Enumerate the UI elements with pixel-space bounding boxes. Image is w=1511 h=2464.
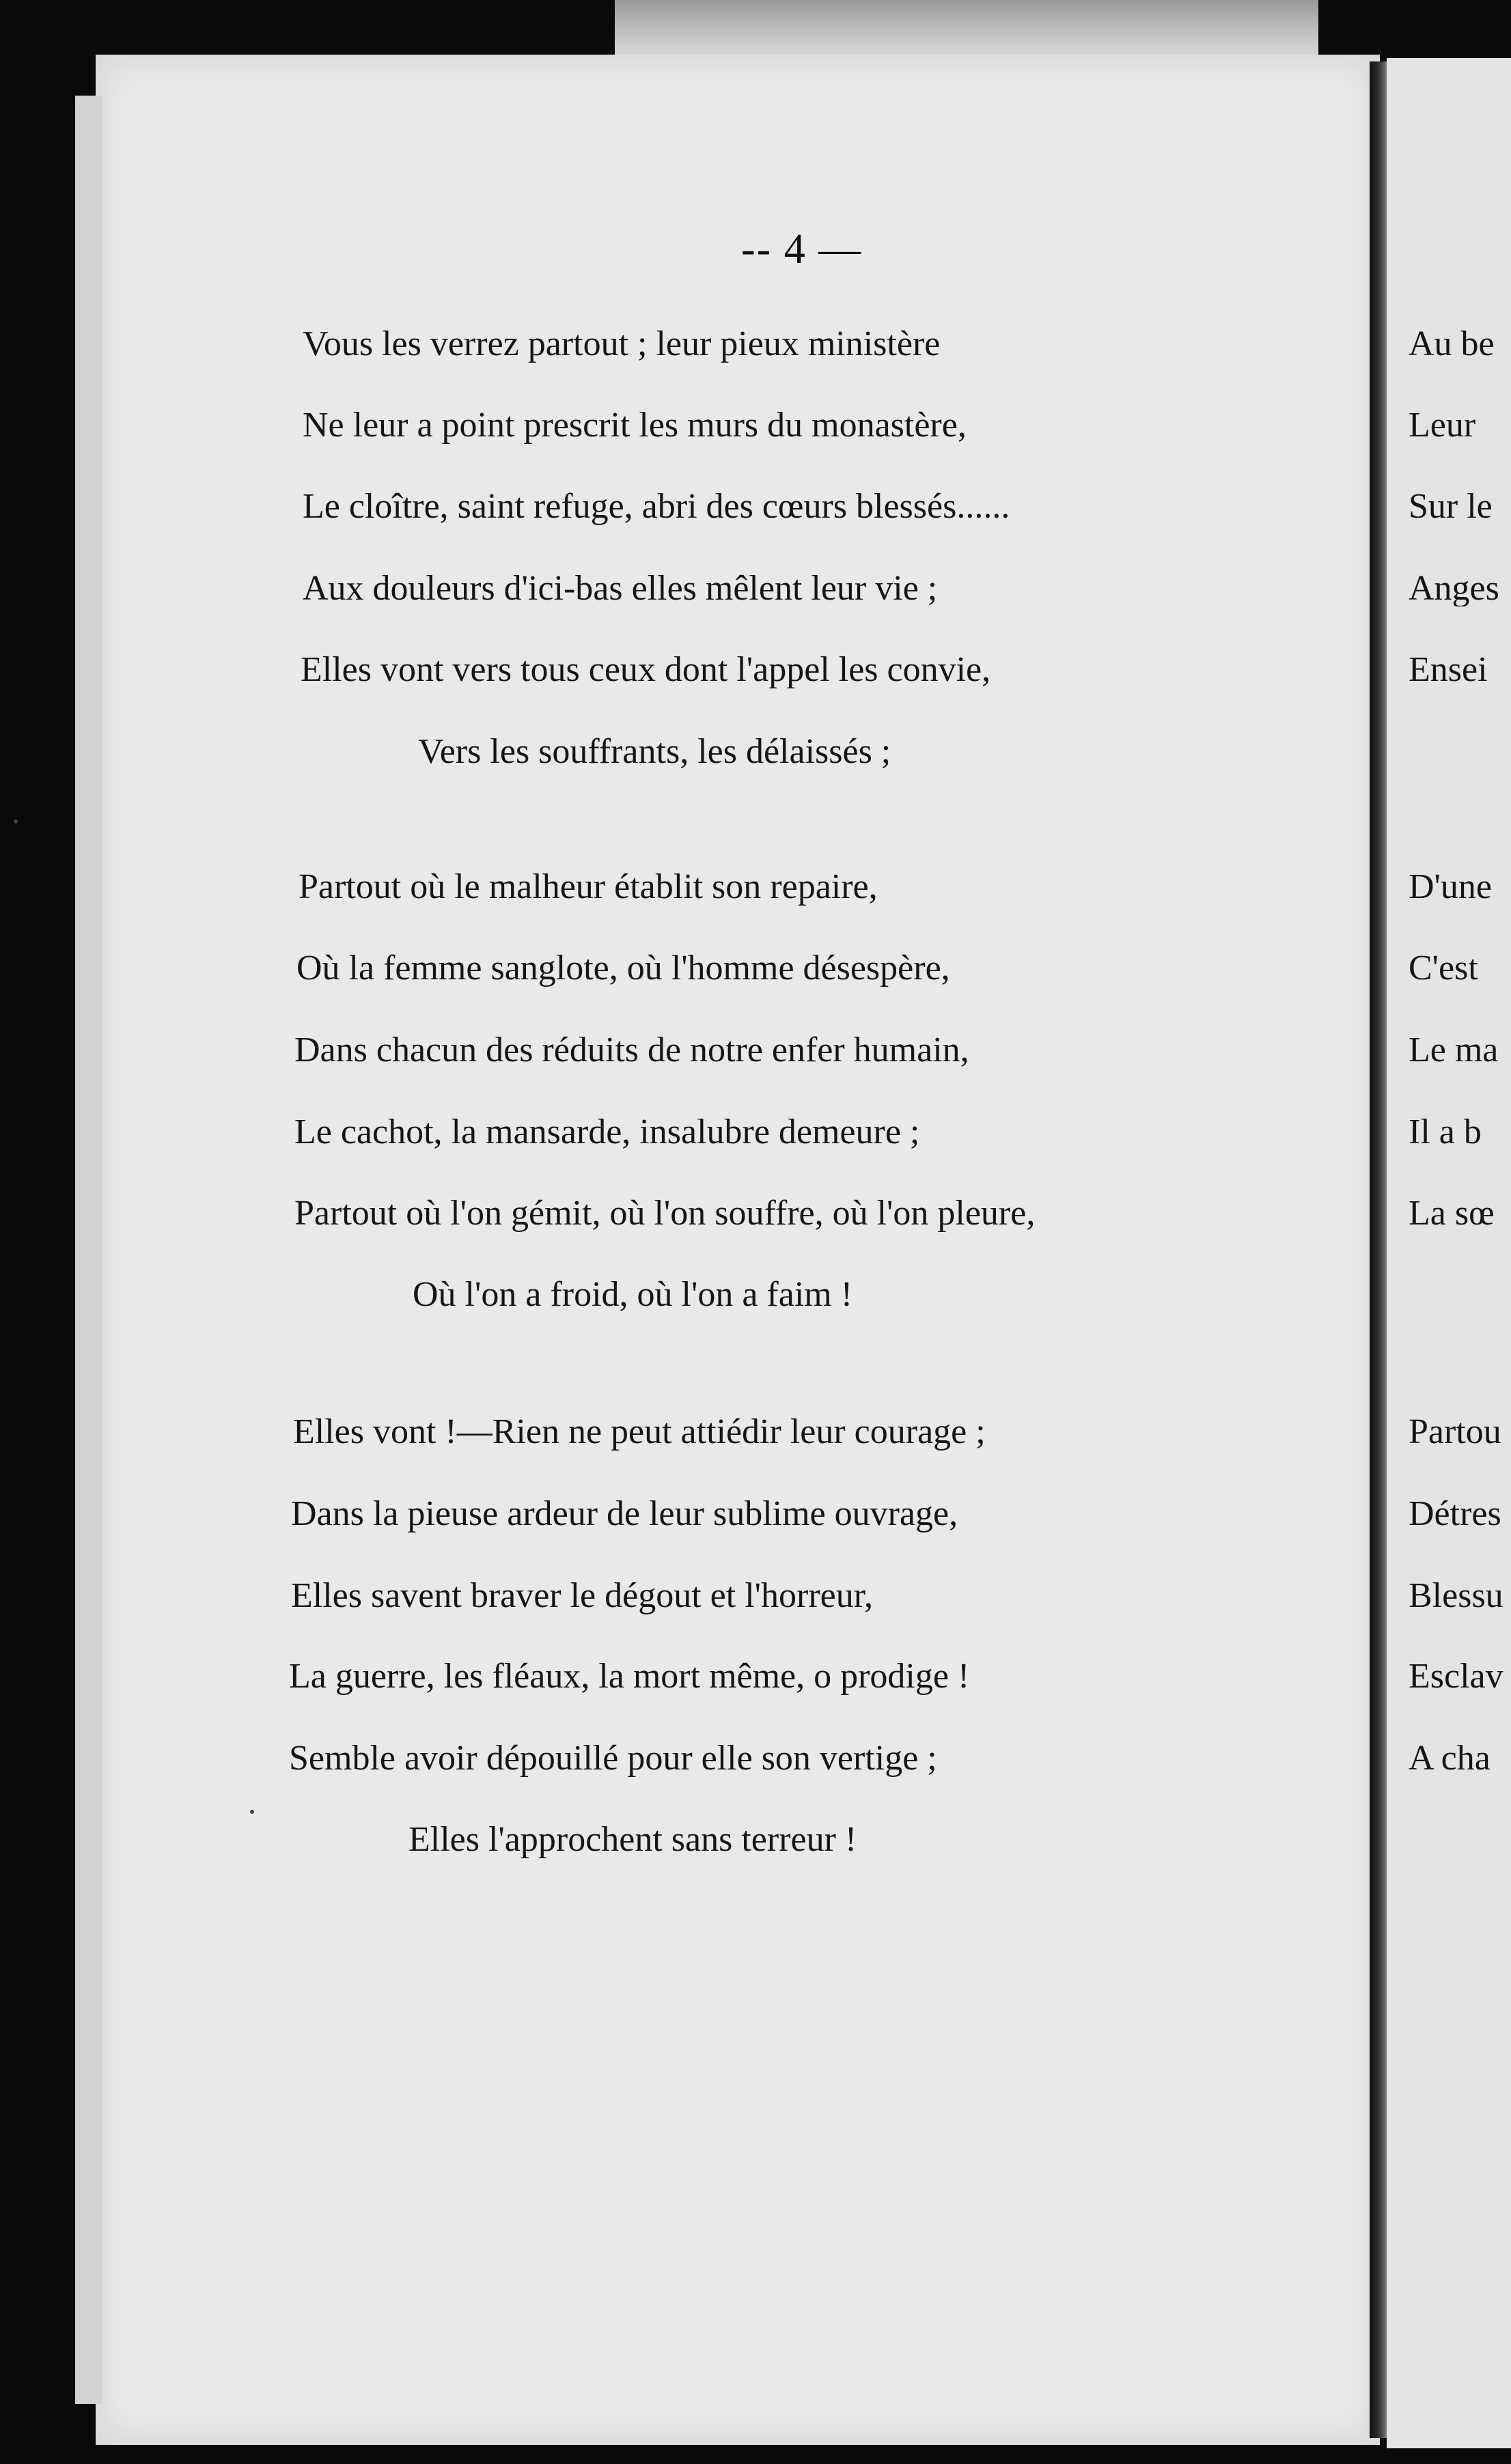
facing-page-fragment: A cha: [1409, 1741, 1491, 1776]
poem-line: Vous les verrez partout ; leur pieux ministère: [303, 324, 941, 363]
facing-page-fragment: C'est: [1409, 951, 1478, 986]
facing-page-fragment: Il a b: [1409, 1115, 1482, 1150]
poem-line: Où la femme sanglote, où l'homme désespère,: [296, 949, 950, 988]
scan-speck: [14, 820, 18, 824]
poem-line: Le cloître, saint refuge, abri des cœurs blessés......: [303, 487, 1010, 526]
poem-line: Partout où l'on gémit, où l'on souffre, où l'on pleure,: [294, 1194, 1036, 1233]
facing-page-fragment: Le ma: [1409, 1033, 1499, 1068]
poem-line: Elles vont !—Rien ne peut attiédir leur courage ;: [293, 1412, 986, 1451]
facing-page-fragment: D'une: [1409, 869, 1493, 905]
facing-page-fragment: Leur: [1409, 408, 1476, 443]
facing-page-fragment: Détres: [1409, 1496, 1501, 1532]
facing-page-fragment: Ensei: [1409, 652, 1488, 688]
poem-line: Le cachot, la mansarde, insalubre demeure ;: [294, 1112, 920, 1151]
facing-page-fragment: La sœ: [1409, 1196, 1495, 1231]
poem-line: Partout où le malheur établit son repaire,: [299, 867, 878, 906]
facing-page-fragment: Anges: [1409, 571, 1499, 606]
poem-line: Ne leur a point prescrit les murs du monastère,: [303, 406, 967, 445]
facing-page-fragment: Partou: [1409, 1414, 1501, 1450]
poem-line: Semble avoir dépouillé pour elle son vertige ;: [289, 1739, 937, 1778]
poem-line: Dans la pieuse ardeur de leur sublime ouvrage,: [291, 1494, 958, 1533]
facing-page-fragment: Sur le: [1409, 489, 1493, 524]
book-gutter: [1370, 61, 1389, 2438]
poem-line: Dans chacun des réduits de notre enfer humain,: [294, 1031, 969, 1069]
page-number: -- 4 —: [741, 226, 863, 272]
poem-line: La guerre, les fléaux, la mort même, o prodige !: [289, 1657, 970, 1696]
poem-line: Elles savent braver le dégout et l'horreur,: [291, 1576, 873, 1615]
facing-page-fragment: Blessu: [1409, 1578, 1503, 1614]
poem-line: Elles l'approchent sans terreur !: [408, 1820, 857, 1859]
facing-page-fragment: Au be: [1409, 326, 1495, 362]
poem-line: Vers les souffrants, les délaissés ;: [418, 732, 891, 771]
facing-page-fragment: Esclav: [1409, 1659, 1503, 1694]
scan-speck: [250, 1810, 254, 1814]
poem-line: Aux douleurs d'ici-bas elles mêlent leur vie ;: [303, 569, 938, 608]
poem-line: Elles vont vers tous ceux dont l'appel les convie,: [301, 650, 991, 689]
poem-line: Où l'on a froid, où l'on a faim !: [413, 1275, 853, 1314]
